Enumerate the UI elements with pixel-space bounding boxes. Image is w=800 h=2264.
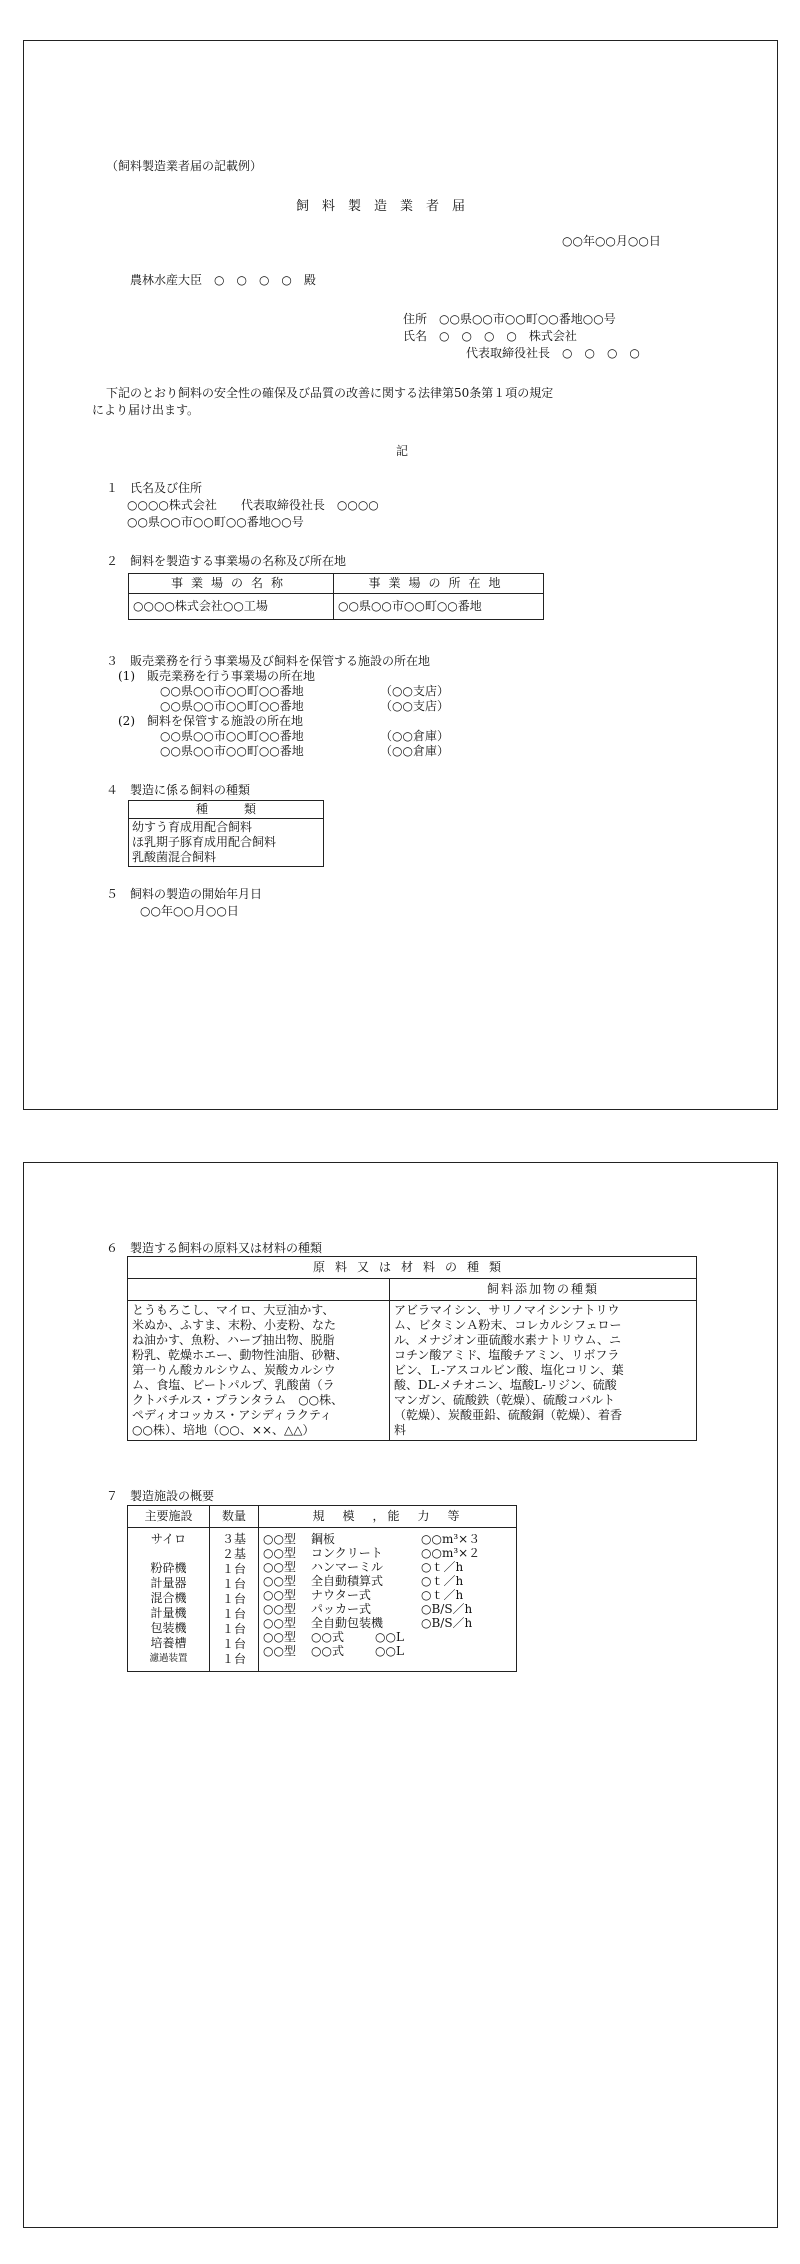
material-line: ム、食塩、ビートパルプ、乳酸菌（ラ bbox=[132, 1378, 335, 1392]
facility-count: ２基 bbox=[221, 1547, 246, 1561]
facility-method: ナウター式 bbox=[311, 1588, 371, 1602]
table-header-cell: 事業場の名称 bbox=[129, 574, 334, 594]
material-line: ペディオコッカス・アシディラクティ bbox=[132, 1408, 332, 1422]
table-cell: ○○○○株式会社○○工場 bbox=[129, 594, 334, 620]
sales-office-address: ○○県○○市○○町○○番地 bbox=[160, 699, 304, 713]
facility-name: 混合機 bbox=[150, 1591, 187, 1605]
facility-capacity: ○B/S／h bbox=[421, 1616, 473, 1630]
facility-spec-row bbox=[263, 1574, 512, 1588]
section-7-title: ７ 製造施設の概要 bbox=[106, 1489, 215, 1503]
example-caption: （飼料製造業者届の記載例） bbox=[106, 159, 263, 173]
facility-type: ○○型 bbox=[263, 1574, 296, 1588]
facility-spec-row bbox=[263, 1588, 512, 1602]
table-header-cell: 事業場の所在地 bbox=[334, 574, 544, 594]
additive-line: コチン酸アミド、塩酸チアミン、リボフラ bbox=[394, 1348, 620, 1362]
table-row bbox=[129, 819, 324, 867]
table-row bbox=[128, 1528, 517, 1672]
facility-type: ○○型 bbox=[263, 1630, 296, 1644]
facility-name: サイロ bbox=[150, 1532, 187, 1546]
facility-capacity: ○ｔ／h bbox=[421, 1588, 464, 1602]
section-6-title: ６ 製造する飼料の原料又は材料の種類 bbox=[106, 1241, 323, 1255]
facility-count: １台 bbox=[221, 1592, 246, 1606]
material-line: ○○株）、培地（○○、××、△△） bbox=[132, 1423, 315, 1437]
sales-office-tag: （○○支店） bbox=[380, 699, 449, 713]
facility-name: 計量機 bbox=[150, 1606, 187, 1620]
section-4-title: ４ 製造に係る飼料の種類 bbox=[106, 783, 251, 797]
additive-line: ム、ビタミンＡ粉末、コレカルシフェロー bbox=[394, 1318, 622, 1332]
section-6-table bbox=[127, 1256, 697, 1441]
table-header-cell: 種 類 bbox=[129, 801, 324, 819]
facility-capacity: ○○L bbox=[375, 1644, 404, 1658]
material-line: 第一りん酸カルシウム、炭酸カルシウ bbox=[132, 1363, 336, 1377]
section-3-sub-1: (1) 販売業務を行う事業場の所在地 bbox=[118, 669, 315, 683]
table-header-row bbox=[128, 1257, 697, 1279]
facility-type: ○○型 bbox=[263, 1602, 296, 1616]
facility-capacity: ○B/S／h bbox=[421, 1602, 473, 1616]
table-cell bbox=[128, 1279, 390, 1301]
table-header-cell: 原料又は材料の種類 bbox=[128, 1257, 697, 1279]
sales-office-address: ○○県○○市○○町○○番地 bbox=[160, 684, 304, 698]
facility-name bbox=[130, 1547, 207, 1561]
feed-type-item: ほ乳期子豚育成用配合飼料 bbox=[132, 835, 277, 849]
body-text-line-1: 下記のとおり飼料の安全性の確保及び品質の改善に関する法律第50条第１項の規定 bbox=[106, 386, 554, 400]
facility-type: ○○型 bbox=[263, 1560, 296, 1574]
facility-method: ハンマーミル bbox=[311, 1560, 384, 1574]
document-page-2 bbox=[23, 1162, 778, 2228]
additive-line: 酸、DL-メチオニン、塩酸L-リジン、硫酸 bbox=[394, 1378, 617, 1392]
facility-type: ○○型 bbox=[263, 1644, 296, 1658]
sender-address: 住所 ○○県○○市○○町○○番地○○号 bbox=[403, 312, 616, 326]
facility-capacity: ○ｔ／h bbox=[421, 1560, 464, 1574]
facility-method: コンクリート bbox=[311, 1546, 383, 1560]
storage-address: ○○県○○市○○町○○番地 bbox=[160, 729, 304, 743]
sender-representative: 代表取締役社長 ○ ○ ○ ○ bbox=[466, 346, 640, 360]
facility-spec-row bbox=[263, 1630, 512, 1644]
table-subheader-cell: 飼料添加物の種類 bbox=[390, 1279, 697, 1301]
table-header-cell: 規 模 ，能 力 等 bbox=[259, 1506, 517, 1528]
additive-line: （乾燥）、炭酸亜鉛、硫酸銅（乾燥）、着香 bbox=[394, 1408, 623, 1422]
section-2-title: ２ 飼料を製造する事業場の名称及び所在地 bbox=[106, 554, 347, 568]
facility-spec-row bbox=[263, 1560, 512, 1574]
facility-type: ○○型 bbox=[263, 1588, 296, 1602]
storage-tag: （○○倉庫） bbox=[380, 729, 449, 743]
facility-method: 全自動包装機 bbox=[311, 1616, 384, 1630]
material-line: とうもろこし、マイロ、大豆油かす、 bbox=[132, 1303, 335, 1317]
material-line: ね油かす、魚粉、ハーブ抽出物、脱脂 bbox=[132, 1333, 335, 1347]
facility-method: 鋼板 bbox=[311, 1532, 336, 1546]
facility-type: ○○型 bbox=[263, 1616, 296, 1630]
section-4-table bbox=[128, 800, 324, 867]
facility-spec-row bbox=[263, 1602, 512, 1616]
feed-type-item: 幼すう育成用配合飼料 bbox=[132, 820, 253, 834]
sender-name: 氏名 ○ ○ ○ ○ 株式会社 bbox=[403, 329, 577, 343]
table-subheader-row bbox=[128, 1279, 697, 1301]
facility-count: １台 bbox=[221, 1637, 246, 1651]
facility-spec-row bbox=[263, 1616, 512, 1630]
additive-line: ビン、Ｌ-アスコルビン酸、塩化コリン、葉 bbox=[394, 1363, 624, 1377]
section-1-title: １ 氏名及び住所 bbox=[106, 481, 203, 495]
document-date: ○○年○○月○○日 bbox=[562, 234, 661, 248]
table-row bbox=[128, 1301, 697, 1441]
material-line: 米ぬか、ふすま、末粉、小麦粉、なた bbox=[132, 1318, 337, 1332]
facility-capacity: ○○m³×３ bbox=[421, 1532, 481, 1546]
table-header-cell: 数量 bbox=[210, 1506, 259, 1528]
facility-name: 培養槽 bbox=[150, 1636, 187, 1650]
storage-tag: （○○倉庫） bbox=[380, 744, 449, 758]
section-3-sub-2: (2) 飼料を保管する施設の所在地 bbox=[118, 714, 303, 728]
document-title: 飼料製造業者届 bbox=[296, 199, 479, 214]
section-7-table bbox=[127, 1505, 517, 1672]
facility-count: １台 bbox=[221, 1607, 246, 1621]
addressee: 農林水産大臣 ○ ○ ○ ○ 殿 bbox=[130, 273, 316, 287]
additive-line: マンガン、硫酸鉄（乾燥）、硫酸コバルト bbox=[394, 1393, 616, 1407]
table-header-row bbox=[129, 801, 324, 819]
facility-method: ○○式 bbox=[311, 1644, 344, 1658]
facility-method: ○○式 bbox=[311, 1630, 344, 1644]
facility-count: １台 bbox=[221, 1622, 246, 1636]
facility-count: １台 bbox=[221, 1577, 246, 1591]
document-page-1 bbox=[23, 40, 778, 1110]
storage-address: ○○県○○市○○町○○番地 bbox=[160, 744, 304, 758]
facility-count: ３基 bbox=[221, 1532, 246, 1546]
facility-count: １台 bbox=[221, 1652, 246, 1666]
facility-capacity: ○○L bbox=[375, 1630, 404, 1644]
facility-name: 計量器 bbox=[150, 1576, 187, 1590]
table-cell: ○○県○○市○○町○○番地 bbox=[334, 594, 544, 620]
section-5-title: ５ 飼料の製造の開始年月日 bbox=[106, 887, 263, 901]
facility-name: 濾過装置 bbox=[149, 1653, 188, 1664]
facility-type: ○○型 bbox=[263, 1546, 296, 1560]
material-line: クトバチルス・プランタラム ○○株、 bbox=[132, 1393, 344, 1407]
body-text-line-2: により届け出ます。 bbox=[92, 403, 200, 417]
additive-line: 料 bbox=[394, 1423, 407, 1437]
section-1-address: ○○県○○市○○町○○番地○○号 bbox=[127, 515, 304, 529]
section-2-table bbox=[128, 573, 544, 620]
table-header-row bbox=[129, 574, 544, 594]
table-header-cell: 主要施設 bbox=[128, 1506, 210, 1528]
facility-spec-row bbox=[263, 1644, 512, 1658]
section-3-title: ３ 販売業務を行う事業場及び飼料を保管する施設の所在地 bbox=[106, 654, 431, 668]
facility-capacity: ○ｔ／h bbox=[421, 1574, 464, 1588]
facility-type: ○○型 bbox=[263, 1532, 296, 1546]
facility-name: 粉砕機 bbox=[150, 1561, 187, 1575]
table-row bbox=[129, 594, 544, 620]
section-5-date: ○○年○○月○○日 bbox=[140, 904, 239, 918]
facility-spec-row bbox=[263, 1546, 512, 1560]
feed-type-item: 乳酸菌混合飼料 bbox=[132, 850, 217, 864]
facility-spec-row bbox=[263, 1532, 512, 1546]
facility-capacity: ○○m³×２ bbox=[421, 1546, 481, 1560]
facility-method: パッカー式 bbox=[311, 1602, 372, 1616]
additive-line: ル、メナジオン亜硫酸水素ナトリウム、ニ bbox=[394, 1333, 622, 1347]
table-header-row bbox=[128, 1506, 517, 1528]
section-1-name: ○○○○株式会社 代表取締役社長 ○○○○ bbox=[127, 498, 379, 512]
facility-method: 全自動積算式 bbox=[311, 1574, 384, 1588]
sales-office-tag: （○○支店） bbox=[380, 684, 449, 698]
material-line: 粉乳、乾燥ホエー、動物性油脂、砂糖、 bbox=[132, 1348, 348, 1362]
facility-name: 包装機 bbox=[150, 1621, 187, 1635]
ki-heading: 記 bbox=[396, 444, 409, 458]
additive-line: アビラマイシン、サリノマイシンナトリウ bbox=[394, 1303, 620, 1317]
facility-count: １台 bbox=[221, 1562, 246, 1576]
